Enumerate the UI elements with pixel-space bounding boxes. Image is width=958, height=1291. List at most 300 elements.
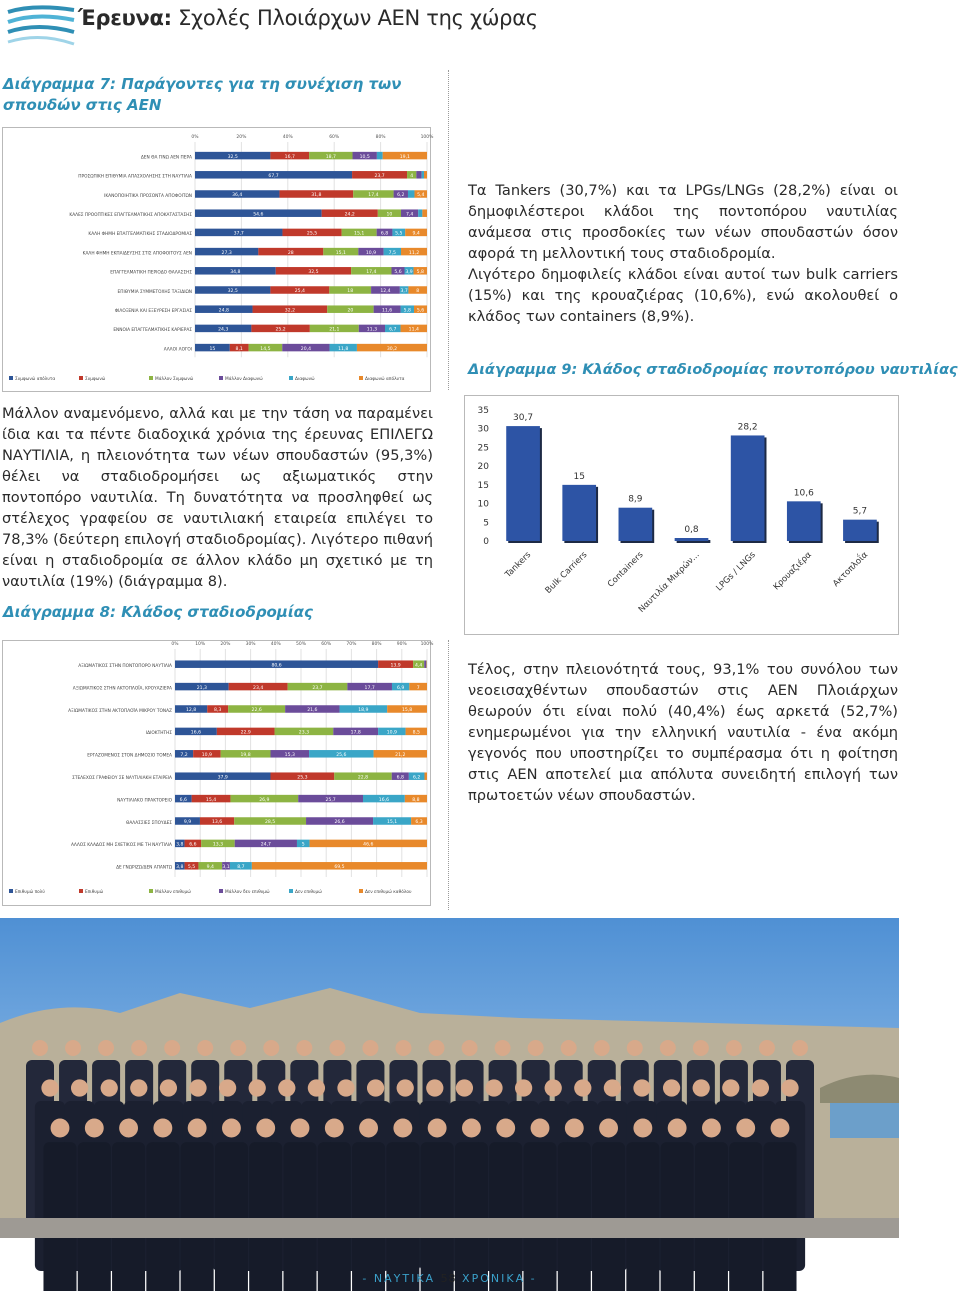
right-paragraph-3: Τέλος, στην πλειονότητά τους, 93,1% του συνόλου των νεοεισαχθέντων σπουδαστών στις ΑΕΝ Πλοιάρχων θεωρούν ότι είναι πολύ (40,4%) έως αρκετά (52,7%) ενημερωμένοι για την ελληνική ναυτιλία - ένα ακόμη γεγονός που υποστηρίζει το συμπέρασμα ότι η φοίτηση στις ΑΕΝ αποτελεί μια απόλυτα συνειδητή επιλογή των πρωτοετών νέων σπουδαστών.	[468, 661, 898, 804]
category-label: Κρουαζιέρα	[771, 550, 814, 593]
segment-value-label: 6,2	[413, 775, 421, 781]
person-head	[668, 1119, 687, 1138]
segment-value-label: 6,3	[415, 820, 423, 826]
person-head	[633, 1079, 650, 1096]
category-label: ΑΞΙΩΜΑΤΙΚΟΣ ΣΤΗΝ ΠΟΝΤΟΠΟΡΟ ΝΑΥΤΙΛΙΑ	[78, 663, 172, 669]
person-body	[455, 1142, 488, 1291]
segment-value-label: 21,1	[329, 327, 340, 333]
segment-value-label: 15,8	[401, 708, 413, 714]
segment-value-label: 10,9	[386, 730, 397, 736]
person-head	[599, 1119, 618, 1138]
x-tick-label: 40%	[282, 135, 293, 140]
segment-value-label: 22,9	[240, 730, 251, 736]
segment-value-label: 15,1	[354, 231, 365, 237]
person-head	[160, 1079, 177, 1096]
legend-swatch	[149, 376, 153, 380]
bar-value-label: 30,7	[513, 413, 534, 424]
right-paragraph-2: Λιγότερο δημοφιλείς κλάδοι είναι αυτοί των bulk carriers (15%) και της κρουαζιέρας (10,6%), ενώ ακολουθεί ο κλάδος των containers (8,9%).	[468, 266, 898, 325]
person-head	[426, 1079, 443, 1096]
wave-logo-icon	[4, 2, 76, 48]
segment-value-label: 5,6	[394, 269, 402, 275]
category-label: ΚΑΛΗ ΦΗΜΗ ΕΚΠΑΙΔΕΥΣΗΣ ΣΤΙΣ ΑΠΟΦΟΙΤΟΥΣ ΑΕΝ	[82, 251, 192, 257]
segment-value-label: 7,2	[180, 752, 188, 758]
legend-label: Μάλλον Συμφωνώ	[155, 377, 194, 382]
person-head	[627, 1040, 643, 1056]
person-head	[278, 1079, 295, 1096]
bar-segment	[424, 171, 427, 179]
segment-value-label: 11,6	[381, 308, 393, 314]
bar	[843, 520, 877, 541]
person-head	[771, 1119, 790, 1138]
x-tick-label: 40%	[270, 642, 281, 647]
category-label: ΑΛΛΟΣ ΚΛΑΔΟΣ ΜΗ ΣΧΕΤΙΚΟΣ ΜΕ ΤΗ ΝΑΥΤΙΛΙΑ	[70, 843, 172, 849]
person-body	[421, 1142, 454, 1291]
bar	[619, 508, 653, 541]
x-tick-label: 20%	[220, 642, 231, 647]
segment-value-label: 24,3	[218, 327, 229, 333]
legend-swatch	[219, 889, 223, 893]
segment-value-label: 4	[410, 173, 414, 179]
diagram-9-chart	[464, 395, 899, 635]
segment-value-label: 8	[416, 289, 420, 295]
segment-value-label: 15,3	[284, 752, 295, 758]
segment-value-label: 69,5	[334, 864, 345, 870]
person-head	[329, 1040, 345, 1056]
person-head	[781, 1079, 798, 1096]
person-body	[489, 1142, 522, 1291]
diagram-8-svg	[3, 641, 434, 905]
segment-value-label: 21,3	[196, 685, 207, 691]
bar-value-label: 10,6	[793, 488, 814, 499]
person-head	[197, 1040, 213, 1056]
person-head	[693, 1079, 710, 1096]
segment-value-label: 3,9	[405, 269, 413, 275]
person-head	[397, 1079, 414, 1096]
category-label: Bulk Carriers	[543, 550, 590, 596]
person-head	[85, 1119, 104, 1138]
category-label: ΑΞΙΩΜΑΤΙΚΟΣ ΣΤΗΝ ΑΚΤΟΠΛΟΪΑ, ΚΡΟΥΑΖΙΕΡΑ	[72, 686, 172, 692]
category-label: ΑΛΛΟΙ ΛΟΓΟΙ	[163, 347, 192, 353]
legend-label: Επιθυμώ πολύ	[15, 890, 45, 895]
legend-swatch	[9, 889, 13, 893]
person-head	[594, 1040, 610, 1056]
segment-value-label: 5,6	[416, 308, 425, 314]
diagram-8-chart	[2, 640, 434, 906]
segment-value-label: 23,7	[312, 685, 323, 691]
category-label: ΕΡΓΑΖΟΜΕΝΟΣ ΣΤΟΝ ΔΗΜΟΣΙΟ ΤΟΜΕΑ	[87, 753, 172, 759]
left-paragraph	[2, 403, 433, 592]
person-head	[726, 1040, 742, 1056]
segment-value-label: 26,9	[259, 797, 270, 803]
segment-value-label: 15,1	[335, 250, 346, 256]
bar-segment	[377, 152, 383, 160]
segment-value-label: 7	[416, 685, 420, 691]
person-head	[263, 1040, 279, 1056]
x-tick-label: 90%	[396, 642, 407, 647]
diagram-7-chart	[2, 127, 434, 392]
page-number: 58	[440, 1272, 457, 1285]
person-body	[558, 1142, 591, 1291]
right-paragraph-1: Τα Tankers (30,7%) και τα LPGs/LNGs (28,2%) είναι οι δημοφιλέστεροι κλάδοι της ποντοπόρου ναυτιλίας ανάμεσα στις προσδοκίες των νέων σπουδαστών όσον αφορά τη μελλοντική τους σταδιοδρομία.	[468, 182, 898, 262]
bar-segment	[422, 209, 427, 217]
segment-value-label: 23,3	[298, 730, 310, 736]
bar-value-label: 28,2	[737, 422, 758, 433]
person-head	[325, 1119, 344, 1138]
category-label: ΙΚΑΝΟΠΟΙΗΤΙΚΑ ΠΡΟΣΟΝΤΑ ΑΠΟΦΟΙΤΩΝ	[104, 193, 192, 199]
person-head	[485, 1079, 502, 1096]
page-header	[0, 0, 899, 50]
legend-label: Συμφωνώ απόλυτα	[15, 377, 56, 382]
person-head	[736, 1119, 755, 1138]
segment-value-label: 3,8	[176, 864, 184, 870]
x-tick-label: 0%	[191, 135, 199, 140]
person-head	[41, 1079, 58, 1096]
legend-swatch	[359, 376, 363, 380]
legend-swatch	[79, 376, 83, 380]
person-body	[763, 1142, 796, 1291]
person-head	[337, 1079, 354, 1096]
segment-value-label: 5,5	[187, 864, 196, 870]
page-footer	[0, 1272, 899, 1285]
segment-value-label: 20	[347, 308, 354, 314]
segment-value-label: 10	[386, 212, 393, 218]
diagram-8-caption: Διάγραμμα 8: Κλάδος σταδιοδρομίας	[3, 603, 313, 621]
segment-value-label: 28,5	[265, 820, 276, 826]
x-tick-label: 60%	[329, 135, 340, 140]
person-head	[296, 1040, 312, 1056]
bar-value-label: 8,9	[628, 494, 643, 505]
column-divider	[448, 70, 449, 390]
person-head	[531, 1119, 550, 1138]
page-title	[78, 6, 538, 30]
segment-value-label: 8,8	[412, 797, 420, 803]
bar	[562, 485, 596, 541]
segment-value-label: 18,7	[325, 154, 336, 160]
x-tick-label: 80%	[371, 642, 382, 647]
person-body	[283, 1142, 316, 1291]
legend-label: Διαφωνώ	[295, 377, 315, 382]
segment-value-label: 26,6	[334, 820, 345, 826]
segment-value-label: 8,7	[237, 864, 245, 870]
segment-value-label: 37,7	[233, 231, 244, 237]
x-tick-label: 30%	[245, 642, 256, 647]
segment-value-label: 16,7	[284, 154, 295, 160]
segment-value-label: 32,5	[227, 154, 238, 160]
legend-swatch	[219, 376, 223, 380]
diagram-9-caption: Διάγραμμα 9: Κλάδος σταδιοδρομίας ποντοπόρου ναυτιλίας	[468, 362, 958, 378]
bar-value-label: 15	[573, 471, 585, 482]
page-title-rest: Σχολές Πλοιάρχων ΑΕΝ της χώρας	[171, 6, 538, 30]
x-tick-label: 50%	[295, 642, 307, 647]
segment-value-label: 11,8	[338, 346, 349, 352]
segment-value-label: 25,5	[306, 231, 318, 237]
segment-value-label: 11,2	[408, 250, 420, 256]
segment-value-label: 34,8	[230, 269, 241, 275]
person-head	[574, 1079, 591, 1096]
segment-value-label: 14,5	[260, 346, 271, 352]
segment-value-label: 12,4	[380, 289, 391, 295]
person-body	[695, 1142, 728, 1291]
person-head	[308, 1079, 325, 1096]
category-label: Ναυτιλία Μικρών...	[636, 550, 702, 615]
legend-swatch	[289, 376, 293, 380]
column-divider-lower	[448, 640, 449, 910]
segment-value-label: 9,4	[412, 231, 420, 237]
footer-left: - ΝΑΥΤΙΚΑ	[362, 1272, 441, 1285]
y-tick-label: 20	[477, 462, 489, 473]
person-head	[256, 1119, 275, 1138]
person-head	[291, 1119, 310, 1138]
person-head	[393, 1119, 412, 1138]
segment-value-label: 3,1	[222, 864, 230, 870]
person-head	[462, 1040, 478, 1056]
legend-label: Δεν επιθυμώ καθόλου	[365, 890, 412, 895]
segment-value-label: 13,6	[211, 820, 223, 826]
person-body	[661, 1142, 694, 1291]
segment-value-label: 22,8	[357, 775, 369, 781]
segment-value-label: 7,5	[388, 250, 396, 256]
segment-value-label: 5,4	[417, 193, 425, 199]
segment-value-label: 3,8	[176, 842, 184, 848]
category-label: ΙΔΙΟΚΤΗΤΗΣ	[145, 731, 172, 737]
segment-value-label: 24,8	[218, 308, 229, 314]
bar-segment	[422, 171, 424, 179]
segment-value-label: 3,7	[400, 289, 408, 295]
segment-value-label: 13,9	[390, 663, 401, 669]
segment-value-label: 6,9	[397, 685, 405, 691]
person-head	[752, 1079, 769, 1096]
legend-label: Δεν επιθυμώ	[295, 890, 322, 895]
legend-label: Μάλλον επιθυμώ	[155, 890, 191, 895]
person-head	[495, 1040, 511, 1056]
segment-value-label: 4,4	[415, 663, 423, 669]
segment-value-label: 80,6	[271, 663, 282, 669]
segment-value-label: 11,4	[408, 327, 419, 333]
diagram-9-svg	[465, 396, 898, 634]
person-head	[428, 1119, 447, 1138]
bar-segment	[416, 171, 421, 179]
diagram-7-caption: Διάγραμμα 7: Παράγοντες για τη συνέχιση των σπουδών στις ΑΕΝ	[3, 75, 402, 114]
bar	[787, 501, 821, 541]
category-label: Containers	[605, 550, 646, 590]
category-label: ΔΕ ΓΝΩΡΙΖΩ/ΔΕΝ ΑΠΑΝΤΩ	[116, 865, 172, 871]
category-label: ΣΤΕΛΕΧΟΣ ΓΡΑΦΕΙΟΥ ΣΕ ΝΑΥΤΙΛΙΑΚΗ ΕΤΑΙΡΕΙΑ	[72, 775, 172, 781]
footer-right: ΧΡΟΝΙΚΑ -	[456, 1272, 537, 1285]
category-label: ΦΙΛΟΞΕΝΙΑ ΚΑΙ ΕΞΕΥΡΕΣΗ ΕΡΓΑΣΙΑΣ	[114, 308, 192, 314]
segment-value-label: 5	[301, 842, 305, 848]
person-head	[164, 1040, 180, 1056]
person-body	[729, 1142, 762, 1291]
x-tick-label: 80%	[375, 135, 386, 140]
segment-value-label: 24,2	[344, 212, 355, 218]
person-head	[219, 1079, 236, 1096]
segment-value-label: 10,9	[201, 752, 212, 758]
segment-value-label: 6,8	[380, 231, 389, 237]
segment-value-label: 32,5	[308, 269, 319, 275]
person-head	[565, 1119, 584, 1138]
category-label: ΑΞΙΩΜΑΤΙΚΟΣ ΣΤΗΝ ΑΚΤΟΠΛΟΪΑ ΜΙΚΡΟΥ ΤΟΝΑΖ	[68, 708, 172, 714]
person-head	[130, 1079, 147, 1096]
y-tick-label: 35	[477, 406, 489, 416]
person-body	[112, 1142, 145, 1291]
person-head	[359, 1119, 378, 1138]
person-head	[496, 1119, 515, 1138]
segment-value-label: 20,4	[300, 346, 312, 352]
bar	[731, 435, 765, 541]
right-paragraph-bottom	[468, 659, 898, 806]
segment-value-label: 25,6	[336, 752, 347, 758]
category-label: ΠΡΟΣΩΠΙΚΗ ΕΠΙΘΥΜΙΑ ΑΠΑΣΧΟΛΗΣΗΣ ΣΤΗ ΝΑΥΤΙΛΙΑ	[78, 174, 192, 180]
y-tick-label: 25	[477, 443, 489, 454]
person-head	[702, 1119, 721, 1138]
segment-value-label: 11,3	[366, 327, 378, 333]
segment-value-label: 15	[209, 346, 216, 352]
person-head	[188, 1119, 207, 1138]
group-photo	[0, 918, 899, 1238]
segment-value-label: 8,1	[235, 346, 243, 352]
segment-value-label: 17,8	[350, 730, 361, 736]
category-label: Tankers	[503, 550, 534, 580]
segment-value-label: 6,2	[397, 193, 405, 199]
x-tick-label: 70%	[346, 642, 357, 647]
person-body	[43, 1142, 76, 1291]
legend-label: Μάλλον δεν επιθυμώ	[225, 890, 270, 895]
segment-value-label: 54,6	[253, 212, 264, 218]
person-head	[101, 1079, 118, 1096]
bar-value-label: 0,8	[684, 525, 699, 536]
person-head	[456, 1079, 473, 1096]
segment-value-label: 23,4	[253, 685, 264, 691]
segment-value-label: 32,2	[284, 308, 296, 314]
segment-value-label: 16,6	[378, 797, 390, 803]
y-tick-label: 5	[483, 518, 489, 529]
segment-value-label: 10,9	[365, 250, 377, 256]
person-body	[318, 1142, 351, 1291]
segment-value-label: 25,3	[297, 775, 308, 781]
x-tick-label: 0%	[171, 642, 179, 647]
right-paragraph-top	[468, 180, 898, 327]
segment-value-label: 7,4	[405, 212, 414, 218]
segment-value-label: 22,6	[251, 708, 262, 714]
person-head	[153, 1119, 172, 1138]
category-label: LPGs / LNGs	[714, 550, 758, 594]
legend-swatch	[149, 889, 153, 893]
segment-value-label: 15,4	[205, 797, 217, 803]
segment-value-label: 21,2	[395, 752, 406, 758]
segment-value-label: 6,6	[189, 842, 197, 848]
segment-value-label: 67,7	[268, 173, 279, 179]
segment-value-label: 21,6	[307, 708, 318, 714]
person-head	[515, 1079, 532, 1096]
person-body	[523, 1142, 556, 1291]
segment-value-label: 28	[287, 250, 294, 256]
person-head	[663, 1079, 680, 1096]
legend-label: Επιθυμώ	[85, 890, 104, 895]
person-head	[367, 1079, 384, 1096]
segment-value-label: 25,7	[325, 797, 336, 803]
person-body	[181, 1142, 214, 1291]
segment-value-label: 6,8	[396, 775, 404, 781]
segment-value-label: 46,6	[363, 842, 374, 848]
category-label: ΚΑΛΕΣ ΠΡΟΟΠΤΙΚΕΣ ΕΠΑΓΓΕΛΜΑΤΙΚΗΣ ΑΠΟΚΑΤΑΣΤΑΣΗΣ	[69, 212, 192, 218]
person-body	[626, 1142, 659, 1291]
person-body	[146, 1142, 179, 1291]
segment-value-label: 24,7	[260, 842, 271, 848]
person-head	[722, 1079, 739, 1096]
bar-segment	[426, 660, 427, 668]
person-head	[189, 1079, 206, 1096]
segment-value-label: 9,4	[206, 864, 214, 870]
person-head	[222, 1119, 241, 1138]
person-body	[386, 1142, 419, 1291]
y-tick-label: 0	[483, 537, 489, 547]
person-body	[592, 1142, 625, 1291]
bar-segment	[418, 209, 422, 217]
category-label: ΝΑΥΤΙΛΙΑΚΟ ΠΡΑΚΤΟΡΕΙΟ	[117, 798, 172, 804]
person-head	[792, 1040, 808, 1056]
x-tick-label: 10%	[195, 642, 206, 647]
person-head	[545, 1079, 562, 1096]
segment-value-label: 18	[347, 289, 354, 295]
person-head	[660, 1040, 676, 1056]
person-head	[51, 1119, 70, 1138]
person-head	[65, 1040, 81, 1056]
person-body	[78, 1142, 111, 1291]
category-label: ΚΑΛΗ ΦΗΜΗ ΕΠΑΓΓΕΛΜΑΤΙΚΗΣ ΣΤΑΔΙΟΔΡΟΜΙΑΣ	[88, 232, 192, 238]
bar-segment	[424, 660, 426, 668]
segment-value-label: 32,5	[227, 289, 238, 295]
person-head	[32, 1040, 48, 1056]
segment-value-label: 27,3	[221, 250, 232, 256]
legend-swatch	[79, 889, 83, 893]
person-head	[561, 1040, 577, 1056]
segment-value-label: 17,7	[364, 685, 375, 691]
segment-value-label: 36,4	[232, 193, 243, 199]
left-paragraph-text: Μάλλον αναμενόμενο, αλλά και με την τάση να παραμένει ίδια και τα πέντε διαδοχικά χρόνια της έρευνας ΕΠΙΛΕΓΩ ΝΑΥΤΙΛΙΑ, η πλειονότητα των νέων σπουδαστών (95,3%) θέλει να σταδιοδρομήσει ως αξιωματικός στην ποντοπόρο ναυτιλία. Τη δυνατότητα να προσληφθεί ως στέλεχος γραφείου σε ναυτιλιακή εταιρεία επιλέγει το 78,3% (δεύτερη επιλογή σταδιοδρομίας). Λιγότερο πιθανή είναι η σταδιοδρομία σε άλλον κλάδο μη σχετικό με τη ναυτιλία (19%) (διάγραμμα 8).	[2, 405, 433, 590]
y-tick-label: 10	[477, 499, 489, 510]
bar-segment	[408, 190, 414, 198]
segment-value-label: 37,9	[217, 775, 228, 781]
person-head	[604, 1079, 621, 1096]
segment-value-label: 25,2	[275, 327, 286, 333]
person-head	[98, 1040, 114, 1056]
segment-value-label: 12,8	[186, 708, 197, 714]
person-head	[759, 1040, 775, 1056]
person-head	[230, 1040, 246, 1056]
person-head	[362, 1040, 378, 1056]
segment-value-label: 6,6	[179, 797, 187, 803]
bar	[675, 538, 709, 541]
person-head	[528, 1040, 544, 1056]
legend-swatch	[359, 889, 363, 893]
page-title-bold: Έρευνα:	[78, 6, 172, 30]
person-body	[249, 1142, 282, 1291]
segment-value-label: 17,4	[366, 269, 377, 275]
category-label: ΘΑΛΑΣΣΙΕΣ ΣΠΟΥΔΕΣ	[125, 820, 172, 826]
segment-value-label: 10,5	[359, 154, 370, 160]
segment-value-label: 30,2	[386, 346, 398, 352]
bar	[506, 426, 540, 541]
segment-value-label: 18,9	[358, 708, 369, 714]
legend-swatch	[9, 376, 13, 380]
x-tick-label: 100%	[420, 135, 434, 140]
person-head	[395, 1040, 411, 1056]
segment-value-label: 16,6	[190, 730, 202, 736]
segment-value-label: 8,3	[214, 708, 222, 714]
x-tick-label: 60%	[321, 642, 332, 647]
diagram-7-svg	[3, 128, 434, 391]
x-tick-label: 100%	[420, 642, 434, 647]
